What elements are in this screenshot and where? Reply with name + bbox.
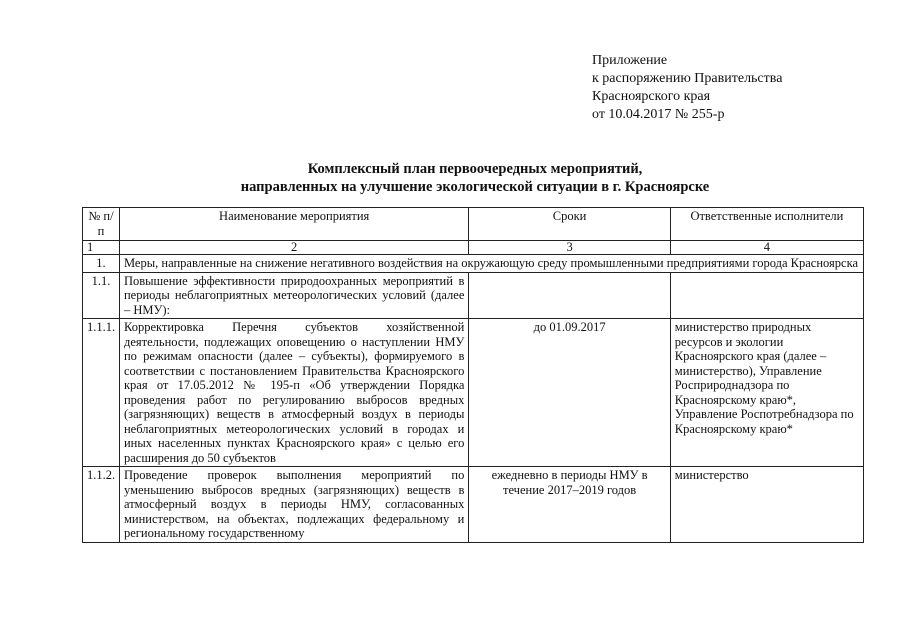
table-row bbox=[83, 272, 864, 319]
title-line: направленных на улучшение экологической ситуации в г. Красноярске bbox=[240, 179, 710, 195]
row-term bbox=[469, 272, 670, 319]
column-index-row bbox=[83, 241, 864, 255]
row-num: 1. bbox=[83, 255, 120, 273]
appendix-line: к распоряжению Правительства bbox=[592, 71, 783, 86]
row-name: Проведение проверок выполнения мероприятий по уменьшению выбросов вредных (загрязняющих) веществ в атмосферный воздух в периоды НМУ, согласованных министерством, на объектах, подлежащих федеральному и региональному государственному bbox=[119, 467, 468, 543]
header-name: Наименование мероприятия bbox=[119, 208, 468, 241]
table-row bbox=[83, 255, 864, 273]
document-title bbox=[120, 160, 830, 196]
plan-table bbox=[82, 207, 864, 543]
row-num: 1.1.2. bbox=[83, 467, 120, 543]
header-num: № п/п bbox=[83, 208, 120, 241]
row-resp: министерство природных ресурсов и экологии Красноярского края (далее – министерство), Управление Росприроднадзора по Красноярскому краю*, Управление Роспотребнадзора по Красноярскому краю* bbox=[670, 319, 863, 467]
appendix-line: Красноярского края bbox=[592, 89, 711, 104]
index-cell: 1 bbox=[83, 241, 120, 255]
title-line: Комплексный план первоочередных мероприятий, bbox=[307, 161, 643, 177]
row-name: Повышение эффективности природоохранных мероприятий в периоды неблагоприятных метеорологических условий (далее – НМУ): bbox=[119, 272, 468, 319]
table-header-row bbox=[83, 208, 864, 241]
row-term: до 01.09.2017 bbox=[469, 319, 670, 467]
appendix-line: Приложение bbox=[592, 53, 668, 68]
header-term: Сроки bbox=[469, 208, 670, 241]
table-row bbox=[83, 467, 864, 543]
row-term: ежедневно в периоды НМУ в течение 2017–2019 годов bbox=[469, 467, 670, 543]
index-cell: 4 bbox=[670, 241, 863, 255]
row-name: Меры, направленные на снижение негативного воздействия на окружающую среду промышленными предприятиями города Красноярска bbox=[119, 255, 863, 273]
index-cell: 3 bbox=[469, 241, 670, 255]
row-num: 1.1. bbox=[83, 272, 120, 319]
row-resp bbox=[670, 272, 863, 319]
row-num: 1.1.1. bbox=[83, 319, 120, 467]
header-resp: Ответственные исполнители bbox=[670, 208, 863, 241]
row-name: Корректировка Перечня субъектов хозяйственной деятельности, подлежащих оповещению о наступлении НМУ по режимам опасности (далее – субъекты), формируемого в соответствии с постановлением Правительства Красноярского края от 17.05.2012 № 195-п «Об утверждении Порядка проведения работ по регулированию выбросов вредных (загрязняющих) веществ в атмосферный воздух в периоды неблагоприятных метеорологических условий в городах и иных населенных пунктах Красноярского края» с целью его расширения до 50 субъектов bbox=[119, 319, 468, 467]
table-row bbox=[83, 319, 864, 467]
row-resp: министерство bbox=[670, 467, 863, 543]
index-cell: 2 bbox=[119, 241, 468, 255]
appendix-block bbox=[592, 52, 782, 124]
appendix-date-line: от 10.04.2017 № 255-р bbox=[592, 107, 725, 122]
